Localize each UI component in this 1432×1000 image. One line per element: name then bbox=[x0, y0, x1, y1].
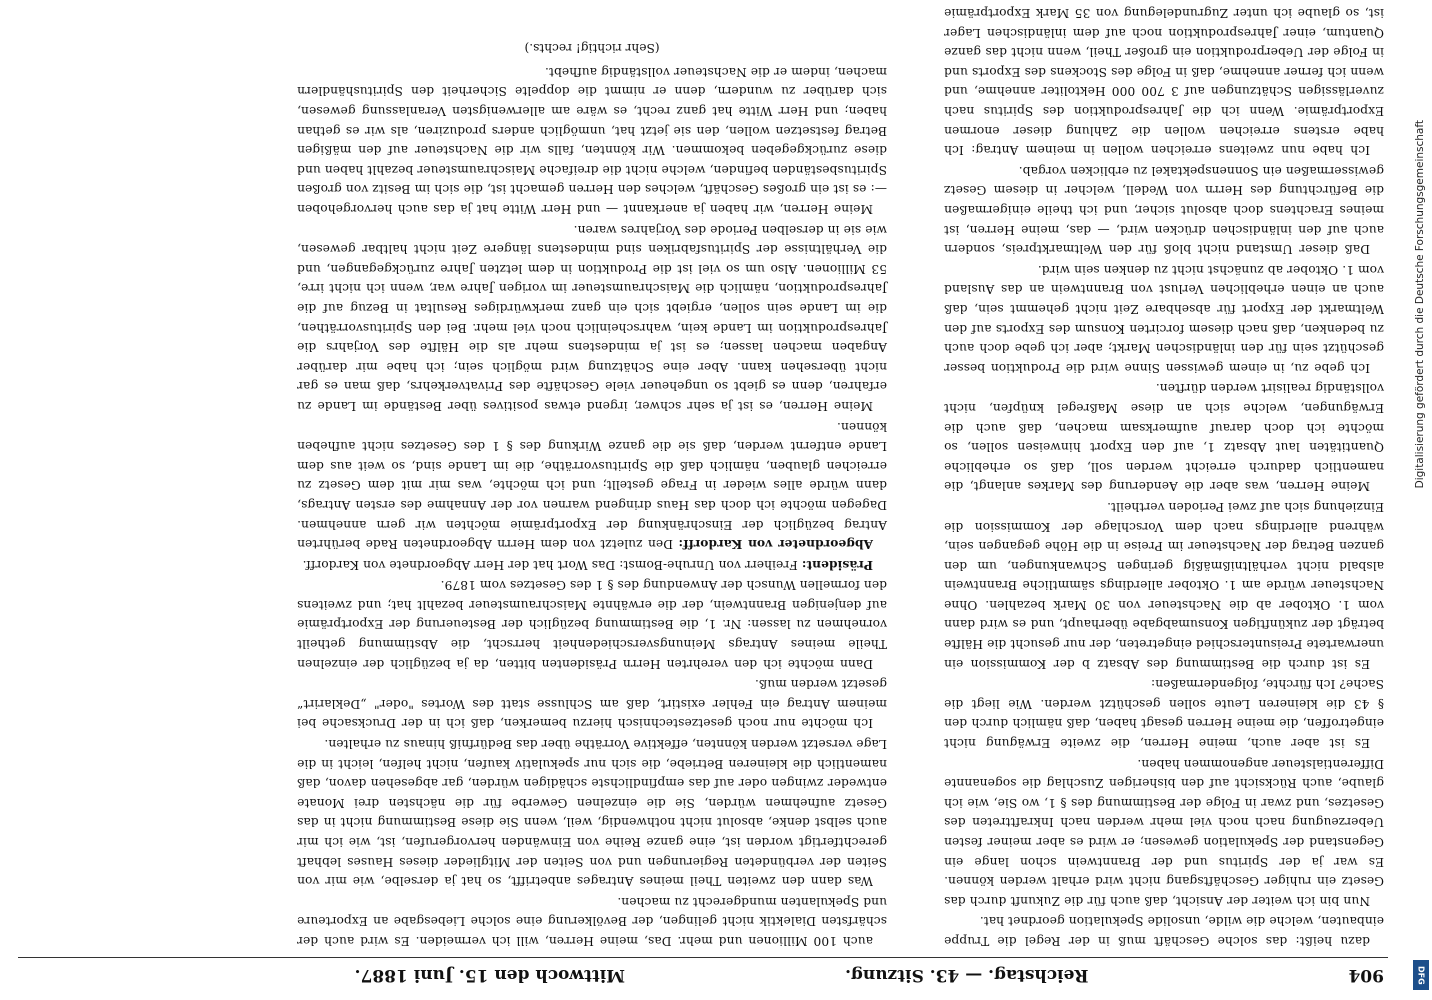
left-column-paragraph: Es ist durch die Bestimmung des Absatz b der Kommission ein unerwartete Preisunterschied eingetreten, der nur gesucht die Hälfte beträgt der zukünftigen Konsumabgabe überhaupt, und es wird dann vom 1. Oktober ab die Nachsteuer von 30 Mark bezahlen. Ohne Nachsteuer würde am 1. Oktober allerdings sämmtliche Branntwein alsbald nicht verhältnißmäßig geringen Schwankungen, um den ganzen Betrag der Nachsteuer im Preise in die Höhe gegangen sein, während allerdings nach dem Vorschlage der Kommission die Einziehung sich auf zwei Perioden vertheilt. bbox=[944, 499, 1384, 671]
left-text-column bbox=[944, 6, 1384, 950]
right-column-paragraph: Ich möchte nur noch gesetzestechnisch hierzu bemerken, daß ich in der Drucksache bei meinem Antrag ein Fehler existirt, daß am Schlusse statt des Wortes "oder" „Deklarirt“ gesetzt werden muß. bbox=[297, 677, 887, 731]
left-column-paragraph: Nun bin ich weiter der Ansicht, daß auch für die Zukunft durch das Gesetz ein ruhiger Geschäftsgang nicht wird erhalt werden können. Es war ja der Spiritus und der Branntwein schon lange ein Gegenstand der Spekulation gewesen; er wird es aber meiner festen Ueberzeugung nach noch viel mehr werden nach Inkrafttreten des Gesetzes, und zwar in Folge der Bestimmung des § 1, wo Sie, wie ich glaube, auch Rücksicht auf den bisherigen Zuschlag die sogenannte Differentialsteuer angenommen haben. bbox=[944, 756, 1384, 908]
header-title: Reichstag. — 43. Sitzung. bbox=[845, 965, 1089, 985]
right-column-paragraph: Dann möchte ich den verehrten Herrn Präsidenten bitten, da ja bezüglich der einzelnen Theile meines Antrags Meinungsverschiedenheit herrscht, die Abstimmung getheilt vornehmen zu lassen: Nr. 1, die Bestimmung bezüglich der Besteuerung der Exportprämie auf denjenigen Branntwein, der die erwähnte Maischraumsteuer bezahlt hat; und zweitens den formellen Wunsch der Anwendung des § 1 des Gesetzes vom 1879. bbox=[297, 578, 887, 671]
right-column-paragraph: auch 100 Millionen und mehr. Das, meine Herren, will ich vermeiden. Es wird auch der schärfsten Dialektik nicht gelingen, der Bevölkerung eine solche Liebesgabe an Exporteure und Spekulanten mundgerecht zu machen. bbox=[297, 894, 887, 948]
dfg-logo: DFG bbox=[1413, 960, 1429, 990]
left-column-paragraph: Ich gebe zu, in einem gewissen Sinne wird die Produktion besser geschützt sein für den inländischen Markt; aber ich gebe doch auch zu bedenken, daß nach diesem forcirten Konsum des Exports auf den Weltmarkt der Export für absehbare Zeit nicht gehemmt sein, daß auch an einen erheblichen Verlust von Branntwein an das Ausland vom 1. Oktober ab zunächst nicht zu denken sein wird. bbox=[944, 262, 1384, 375]
left-column-paragraph: Daß dieser Umstand nicht bloß für den Weltmarktpreis, sondern auch auf den inländischen drücken wird, — das, meine Herren, ist meines Erachtens doch absolut sicher, und ich theile einigermaßen die Befürchtung des Herrn von Wedell, welcher in diesem Gesetz gewissermaßen ein Sonnenspektakel zu erblicken vorgab. bbox=[944, 163, 1384, 257]
credit-text: Digitalisierung gefördert durch die Deutsche Forschungsgemeinschaft bbox=[1414, 120, 1426, 489]
header-date: Mittwoch den 15. Juni 1887. bbox=[354, 965, 626, 985]
header-rule bbox=[18, 957, 1388, 958]
left-column-paragraph: dazu heißt: das solche Geschäft muß in der Regel die Truppe einbauten, welche die wilde, unsolide Spekulation geordnet hat. bbox=[944, 914, 1384, 948]
closing-remark: (Sehr richtig! rechts.) bbox=[524, 41, 660, 56]
right-column-paragraph: Meine Herren, es ist ja sehr schwer, irgend etwas positives über Bestände im Lande zu erfahren, denn es giebt so ungeheuer viele Geschäfte des Privatverkehrs, daß man es gar nicht übersehen kann. Aber eine Schätzung wird möglich sein; ich habe mir darüber Angaben machen lassen; es ist ja mindestens mehr als die Hälfte des Vorjahrs die Jahresproduktion im Lande kein, wahrscheinlich noch viel mehr. Bei den Spiritusvorräthen, die im Lande sein sollen, ergiebt sich ein ganz merkwürdiges Resultat in Bezug auf die Jahresproduktion, nämlich die Maischraumsteuer im vorigen Jahre war, wenn ich nicht irre, 53 Millionen. Also um so viel ist die Produktion in dem letzten Jahre zurückgegangen, und die Verhältnisse der Spiritusfabriken sind mindestens längere Zeit nicht haltbar gewesen, wie sie in derselben Periode des Vorjahres waren. bbox=[297, 222, 887, 413]
right-column-paragraph: Abgeordneter von Kardorff: Den zuletzt von dem Herrn Abgeordneten Rade berührten Antrag bezüglich der Einschränkung der Exportprämie möchten wir gern annehmen. Dagegen möchte ich doch das Haus dringend warnen vor der Annahme des ersten Antrags, dann würde alles wieder in Frage gestellt; und ich möchte, was mir mit dem Gesetz zu erreichen glauben, nämlich daß die Spiritusvorräthe, die im Lande sind, so weit aus dem Lande entfernt werden, daß sie die ganze Wirkung des § 1 des Gesetzes nicht aufheben können. bbox=[297, 419, 887, 552]
right-column-paragraph: Was dann den zweiten Theil meines Antrages anbetrifft, so hat ja derselbe, wie mir von Seiten der verbündeten Regierungen und von Seiten der Mitglieder dieses Hauses lebhaft gerechtfertigt worden ist, eine ganze Reihe von Einwänden hervorgerufen, ist, wie ich mir auch selbst denke, absolut nicht nothwendig, weil, wenn Sie diese Bestimmung nicht in das Gesetz aufnehmen würden, Sie die einzelnen Gewerbe für die nächsten drei Monate entweder zwingen oder auf das empfindlichste schädigen würden, gar abgesehen davon, daß namentlich die kleineren Betriebe, die sich nur spekulativ kaufen, nicht helfen, leicht in die Lage versetzt werden könnten, effektive Vorräthe über das Bedürfniß hinaus zu erhalten. bbox=[297, 737, 887, 889]
left-column-paragraph: Ich habe nun zweitens erreichen wollen in meinem Antrag: Ich habe erstens erreichen wollen die Zahlung dieser enormen Exportprämie. Wenn ich die Jahresproduktion des Spiritus nach zuverlässigen Schätzungen auf 3 700 000 Hektoliter annehme, und wenn ich ferner annehme, daß in Folge des Stockens des Exports und in Folge der Ueberproduktion ein großer Theil, wenn nicht das ganze Quantum, einer Jahresproduktion noch auf dem inländischen Lager ist, so glaube ich unter Zugrundelegung von 35 Mark Exportprämie bbox=[944, 6, 1384, 158]
speaker-name: Präsident: bbox=[801, 557, 873, 572]
right-text-column bbox=[297, 20, 887, 950]
speaker-name: Abgeordneter von Kardorff: bbox=[678, 537, 873, 552]
left-column-paragraph: Es ist aber auch, meine Herren, die zweite Erwägung nicht eingetroffen, die meine Herren gesagt haben, daß nämlich durch den § 43 die kleineren Leute sollen geschützt werden. Wie liegt die Sache? Ich fürchte, folgendermaßen: bbox=[944, 677, 1384, 751]
page-number: 904 bbox=[1348, 965, 1384, 985]
right-column-paragraphs bbox=[297, 61, 887, 950]
right-column-paragraph: Meine Herren, wir haben ja anerkannt — und Herr Witte hat ja das auch hervorgehoben —: es ist ein großes Geschäft, welches den Herren gemacht ist, die sich im Besitz von großen Spiritusbeständen befinden, welche nicht die dreifache Maischraumsteuer bezahlt haben und diese zurückgegeben bekommen. Wir könnten, falls wir die Nachsteuer auf den mäßigen Betrag festsetzen wollen, den sie jetzt hat, unmöglich anders produziren, als wir es gethan haben; und Herr Witte hat ganz recht, es wäre am allerwenigsten Veranlassung gewesen, sich darüber zu wundern, denn er nimmt die doppelte Sicherheit den Spiritushändlern machen, indem er die Nachsteuer vollständig aufhebt. bbox=[297, 64, 887, 217]
page-header bbox=[184, 958, 1384, 992]
left-column-paragraph: Meine Herren, was aber die Aenderung des Markes anlangt, die namentlich dadurch erreicht werden soll, daß so erhebliche Quantitäten laut Absatz 1, auf den Export hinweisen sollen, so möchte ich doch darauf aufmerksam machen, daß auch die Erwägungen, welche sich an diese Maßregel knüpfen, nicht vollständig realisirt werden dürften. bbox=[944, 381, 1384, 494]
right-column-paragraph: Präsident: Freiherr von Unruhe-Bomst: Das Wort hat der Herr Abgeordnete von Kardorff. bbox=[302, 557, 873, 572]
digitization-credit-strip bbox=[1410, 0, 1432, 1000]
